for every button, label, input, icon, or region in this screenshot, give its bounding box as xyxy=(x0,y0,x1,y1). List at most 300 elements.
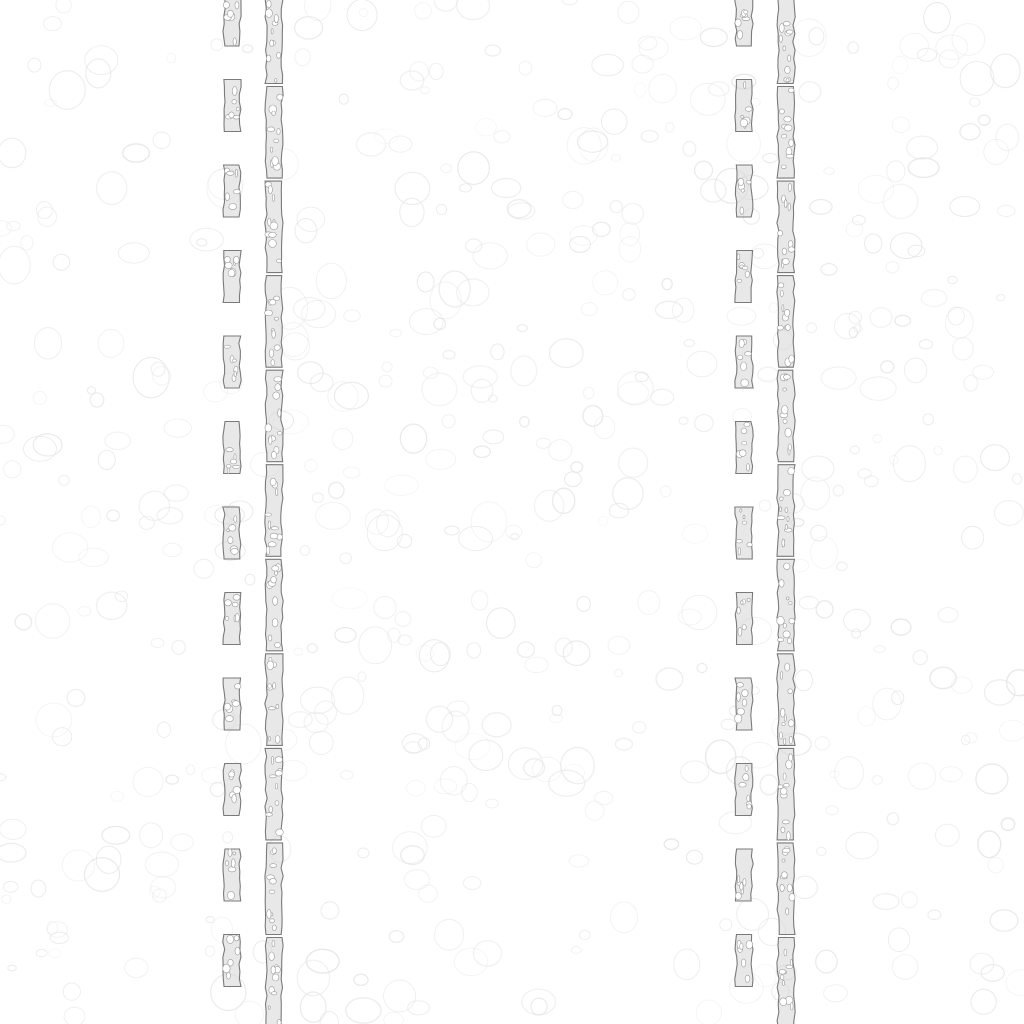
speckle-mark xyxy=(577,131,607,152)
speckle-mark xyxy=(7,221,20,230)
speckle-mark xyxy=(900,33,929,59)
speckle-mark xyxy=(649,74,677,103)
speckle-mark xyxy=(599,516,608,526)
speckle-mark xyxy=(0,138,26,168)
speckle-mark xyxy=(563,191,583,208)
speckle-mark xyxy=(799,596,818,609)
speckle-mark xyxy=(332,677,364,714)
speckle-mark xyxy=(656,668,683,690)
speckle-mark xyxy=(419,885,438,902)
speckle-mark xyxy=(140,823,163,848)
speckle-mark xyxy=(310,731,334,754)
speckle-mark xyxy=(389,136,412,152)
speckle-mark xyxy=(651,389,674,405)
speckle-mark xyxy=(295,17,323,39)
speckle-mark xyxy=(846,832,878,859)
dash-segment xyxy=(223,165,241,217)
speckle-mark xyxy=(343,467,360,478)
speckle-mark xyxy=(979,115,990,125)
speckle-mark xyxy=(970,98,980,106)
speckle-mark xyxy=(28,58,41,72)
speckle-mark xyxy=(197,239,207,246)
speckle-mark xyxy=(139,491,169,520)
speckle-mark xyxy=(700,28,727,46)
speckle-mark xyxy=(340,771,353,780)
dash-segment xyxy=(223,678,241,730)
speckle-mark xyxy=(335,628,356,643)
speckle-mark xyxy=(385,475,418,495)
speckle-mark xyxy=(536,438,550,448)
speckle-mark xyxy=(810,537,837,569)
right-solid-line xyxy=(772,0,802,1024)
solid-line-segment xyxy=(777,559,795,651)
speckle-mark xyxy=(887,813,898,825)
speckle-mark xyxy=(374,129,398,144)
speckle-mark xyxy=(8,965,17,971)
speckle-mark xyxy=(90,393,104,407)
speckle-mark xyxy=(888,77,899,89)
speckle-mark xyxy=(623,289,635,301)
speckle-mark xyxy=(384,1012,404,1024)
speckle-mark xyxy=(873,894,899,910)
speckle-mark xyxy=(562,0,577,5)
speckle-mark xyxy=(307,644,317,653)
speckle-mark xyxy=(619,448,648,477)
speckle-mark xyxy=(526,553,542,568)
solid-line-segment xyxy=(777,748,795,840)
speckle-mark xyxy=(0,425,14,443)
speckle-mark xyxy=(579,930,590,939)
speckle-mark xyxy=(393,832,428,864)
speckle-mark xyxy=(105,432,131,449)
speckle-mark xyxy=(561,747,595,783)
speckle-mark xyxy=(565,472,582,487)
speckle-mark xyxy=(445,526,459,535)
solid-line-segment xyxy=(777,843,795,935)
speckle-mark xyxy=(415,3,432,19)
speckle-mark xyxy=(870,308,892,328)
speckle-mark xyxy=(98,450,115,469)
speckle-mark xyxy=(448,701,469,716)
dash-segment xyxy=(223,336,241,388)
speckle-mark xyxy=(978,831,1001,858)
speckle-mark xyxy=(656,301,683,318)
speckle-mark xyxy=(664,839,678,850)
dash-segment xyxy=(223,422,241,474)
speckle-mark xyxy=(601,109,627,134)
speckle-mark xyxy=(872,776,882,785)
speckle-mark xyxy=(332,588,367,609)
speckle-mark xyxy=(695,415,713,432)
speckle-mark xyxy=(592,54,624,75)
speckle-mark xyxy=(344,310,360,322)
speckle-mark xyxy=(564,764,584,781)
dash-segment xyxy=(223,251,241,303)
speckle-mark xyxy=(581,303,597,316)
speckle-mark xyxy=(395,612,411,627)
speckle-mark xyxy=(641,131,658,142)
speckle-mark xyxy=(948,276,957,283)
speckle-mark xyxy=(339,94,348,104)
speckle-mark xyxy=(3,881,18,892)
speckle-mark xyxy=(709,82,729,96)
speckle-mark xyxy=(976,764,1008,794)
speckle-mark xyxy=(909,763,936,790)
speckle-mark xyxy=(118,243,149,263)
dash-segment xyxy=(735,251,753,303)
dash-segment xyxy=(735,764,753,816)
speckle-mark xyxy=(85,46,118,75)
speckle-mark xyxy=(520,417,529,427)
speckle-mark xyxy=(357,133,386,156)
speckle-mark xyxy=(595,791,613,804)
speckle-mark xyxy=(460,184,472,192)
speckle-mark xyxy=(354,974,368,985)
speckle-mark xyxy=(172,640,185,654)
speckle-mark xyxy=(390,330,402,337)
speckle-mark xyxy=(917,48,936,61)
speckle-mark xyxy=(347,0,377,31)
speckle-mark xyxy=(404,870,429,890)
speckle-mark xyxy=(687,351,717,377)
speckle-mark xyxy=(382,362,392,371)
speckle-mark xyxy=(860,377,896,400)
speckle-mark xyxy=(638,591,660,615)
speckle-mark xyxy=(59,475,69,485)
speckle-mark xyxy=(533,99,557,116)
speckle-mark xyxy=(98,329,124,357)
speckle-mark xyxy=(549,440,572,461)
speckle-mark xyxy=(532,757,561,782)
speckle-mark xyxy=(400,424,426,453)
dash-segment xyxy=(735,0,753,46)
speckle-mark xyxy=(53,254,69,270)
speckle-mark xyxy=(24,436,57,461)
speckle-mark xyxy=(891,619,911,635)
speckle-mark xyxy=(374,597,396,619)
speckle-mark xyxy=(595,416,615,439)
speckle-mark xyxy=(421,815,446,837)
speckle-mark xyxy=(321,902,339,919)
solid-line-segment xyxy=(265,843,283,935)
solid-line-segment xyxy=(265,654,283,746)
solid-line-segment xyxy=(265,181,283,273)
speckle-mark xyxy=(36,949,47,956)
speckle-mark xyxy=(952,24,985,56)
speckle-mark xyxy=(593,271,618,295)
speckle-mark xyxy=(997,295,1005,301)
speckle-mark xyxy=(494,131,510,143)
speckle-mark xyxy=(457,0,490,20)
speckle-mark xyxy=(858,707,875,726)
speckle-mark xyxy=(670,17,701,40)
speckle-mark xyxy=(928,910,941,920)
speckle-mark xyxy=(610,201,622,213)
speckle-mark xyxy=(988,858,1003,873)
speckle-mark xyxy=(507,200,530,218)
speckle-mark xyxy=(406,781,425,797)
speckle-mark xyxy=(991,54,1021,88)
speckle-mark xyxy=(409,309,443,335)
speckle-mark xyxy=(892,691,904,705)
dash-segment xyxy=(735,678,753,730)
speckle-mark xyxy=(611,155,621,162)
speckle-mark xyxy=(662,279,672,290)
speckle-mark xyxy=(297,960,329,996)
left-solid-line-svg xyxy=(260,0,290,1024)
dash-segment xyxy=(735,507,753,559)
speckle-mark xyxy=(981,445,1010,471)
speckle-mark xyxy=(458,152,490,185)
speckle-mark xyxy=(340,553,352,564)
speckle-mark xyxy=(429,63,443,79)
speckle-mark xyxy=(473,243,507,269)
speckle-mark xyxy=(358,672,366,681)
speckle-mark xyxy=(999,720,1024,741)
speckle-mark xyxy=(0,843,26,862)
solid-line-segment xyxy=(777,0,795,84)
solid-line-segment xyxy=(777,87,795,179)
speckle-mark xyxy=(463,366,497,388)
speckle-mark xyxy=(613,478,643,510)
speckle-mark xyxy=(674,949,700,980)
solid-line-segment xyxy=(777,181,795,273)
speckle-mark xyxy=(398,635,411,645)
speckle-mark xyxy=(940,767,962,782)
speckle-mark xyxy=(358,848,369,858)
speckle-mark xyxy=(960,124,980,140)
speckle-mark xyxy=(904,358,926,383)
speckle-mark xyxy=(157,722,170,737)
speckle-mark xyxy=(570,226,597,246)
left-solid-line xyxy=(260,0,290,1024)
speckle-mark xyxy=(307,949,340,973)
speckle-mark xyxy=(102,827,130,845)
speckle-mark xyxy=(45,99,57,106)
dash-segment xyxy=(735,80,753,132)
speckle-mark xyxy=(824,168,835,175)
speckle-mark xyxy=(824,985,848,1002)
speckle-mark xyxy=(485,45,500,56)
speckle-mark xyxy=(464,877,481,890)
speckle-mark xyxy=(681,761,709,783)
speckle-mark xyxy=(0,221,11,237)
speckle-mark xyxy=(569,855,589,867)
speckle-mark xyxy=(111,791,124,801)
speckle-mark xyxy=(483,430,504,444)
speckle-mark xyxy=(883,184,917,218)
speckle-mark xyxy=(1006,970,1024,996)
speckle-mark xyxy=(420,87,429,94)
dash-segment xyxy=(735,593,753,645)
speckle-mark xyxy=(49,949,61,958)
speckle-mark xyxy=(522,989,556,1015)
speckle-mark xyxy=(359,627,392,664)
speckle-mark xyxy=(434,318,446,329)
speckle-mark xyxy=(426,706,452,732)
speckle-mark xyxy=(67,689,85,706)
speckle-mark xyxy=(697,663,707,672)
speckle-mark xyxy=(62,850,94,881)
speckle-mark xyxy=(157,508,183,524)
speckle-mark xyxy=(151,362,164,376)
speckle-mark xyxy=(683,524,708,543)
speckle-mark xyxy=(434,0,457,11)
speckle-mark xyxy=(359,9,368,17)
speckle-mark xyxy=(666,123,674,133)
speckle-mark xyxy=(86,59,111,88)
speckle-mark xyxy=(334,382,368,409)
speckle-mark xyxy=(633,722,646,734)
speckle-mark xyxy=(611,902,638,933)
speckle-mark xyxy=(960,61,994,95)
speckle-mark xyxy=(563,641,590,666)
speckle-mark xyxy=(145,852,179,877)
speckle-mark xyxy=(33,391,46,404)
speckle-mark xyxy=(467,643,481,658)
dash-segment xyxy=(223,0,241,46)
speckle-mark xyxy=(525,657,548,673)
solid-line-segment xyxy=(265,938,283,1024)
speckle-mark xyxy=(953,338,974,360)
speckle-mark xyxy=(924,2,951,33)
speckle-mark xyxy=(945,308,973,339)
dash-segment xyxy=(223,764,241,816)
dash-segment xyxy=(223,849,241,901)
solid-line-segment xyxy=(265,748,283,840)
speckle-mark xyxy=(63,983,80,1000)
speckle-mark xyxy=(997,205,1015,216)
speckle-mark xyxy=(153,132,170,149)
speckle-mark xyxy=(294,648,303,655)
speckle-mark xyxy=(15,614,31,630)
speckle-mark xyxy=(990,910,1018,931)
speckle-mark xyxy=(300,992,326,1022)
speckle-mark xyxy=(295,49,310,66)
speckle-mark xyxy=(487,608,516,638)
speckle-mark xyxy=(401,846,425,865)
speckle-mark xyxy=(423,367,437,378)
speckle-mark xyxy=(950,197,980,217)
speckle-mark xyxy=(171,834,193,851)
speckle-mark xyxy=(44,17,62,31)
speckle-mark xyxy=(893,446,925,482)
speckle-mark xyxy=(892,955,918,980)
speckle-mark xyxy=(864,476,878,487)
right-dashed-line-svg xyxy=(732,0,762,1024)
speckle-mark xyxy=(64,1007,85,1024)
speckle-mark xyxy=(167,53,176,63)
dash-segment xyxy=(223,507,241,559)
speckle-mark xyxy=(524,759,545,777)
dash-segment xyxy=(735,849,753,901)
speckle-mark xyxy=(454,948,487,976)
speckle-mark xyxy=(52,533,87,562)
speckle-mark xyxy=(865,234,882,253)
speckle-mark xyxy=(908,158,939,177)
speckle-mark xyxy=(439,271,470,307)
speckle-mark xyxy=(690,83,725,115)
speckle-mark xyxy=(50,932,68,943)
speckle-mark xyxy=(205,946,214,957)
speckle-mark xyxy=(837,562,847,571)
speckle-mark xyxy=(194,559,213,578)
speckle-mark xyxy=(491,344,504,360)
speckle-mark xyxy=(895,315,911,326)
speckle-mark xyxy=(151,877,176,898)
speckle-mark xyxy=(36,201,52,218)
speckle-mark xyxy=(0,819,26,839)
speckle-mark xyxy=(892,117,909,133)
speckle-mark xyxy=(133,357,169,397)
solid-line-segment xyxy=(777,276,795,368)
speckle-mark xyxy=(571,947,581,954)
speckle-mark xyxy=(701,179,726,202)
speckle-mark xyxy=(984,139,1009,164)
speckle-mark xyxy=(476,119,497,136)
solid-line-segment xyxy=(265,370,283,462)
speckle-mark xyxy=(684,340,695,347)
speckle-mark xyxy=(486,799,499,808)
speckle-mark xyxy=(398,534,412,548)
speckle-mark xyxy=(186,765,194,775)
speckle-mark xyxy=(206,917,214,923)
speckle-mark xyxy=(517,642,534,657)
speckle-mark xyxy=(826,806,838,815)
speckle-mark xyxy=(442,415,455,428)
speckle-mark xyxy=(531,998,547,1015)
speckle-mark xyxy=(288,712,312,728)
speckle-mark xyxy=(1013,474,1022,484)
speckle-mark xyxy=(511,356,537,386)
speckle-mark xyxy=(660,486,671,497)
speckle-mark xyxy=(305,459,317,472)
speckle-mark xyxy=(377,510,400,536)
speckle-mark xyxy=(614,669,622,676)
speckle-mark xyxy=(936,824,960,846)
speckle-mark xyxy=(312,493,323,502)
dash-segment xyxy=(736,422,754,474)
speckle-mark xyxy=(593,222,611,236)
speckle-mark xyxy=(384,980,416,1012)
solid-line-segment xyxy=(777,938,795,1024)
speckle-mark xyxy=(583,406,603,427)
speckle-mark xyxy=(583,387,594,398)
speckle-mark xyxy=(527,233,555,256)
speckle-mark xyxy=(511,534,519,540)
speckle-mark xyxy=(517,325,527,332)
speckle-mark xyxy=(585,801,604,820)
speckle-mark xyxy=(316,263,346,299)
left-dashed-line xyxy=(220,0,250,1024)
speckle-mark xyxy=(810,200,832,215)
solid-line-segment xyxy=(777,370,795,462)
speckle-mark xyxy=(608,637,630,655)
speckle-mark xyxy=(395,172,430,204)
speckle-mark xyxy=(817,847,826,855)
speckle-mark xyxy=(807,323,817,333)
speckle-mark xyxy=(821,367,856,389)
speckle-mark xyxy=(417,272,434,292)
speckle-mark xyxy=(457,279,489,306)
speckle-mark xyxy=(635,372,648,381)
speckle-mark xyxy=(886,262,899,273)
speckle-mark xyxy=(418,738,429,750)
speckle-mark xyxy=(471,379,493,402)
speckle-mark xyxy=(853,215,866,225)
speckle-mark xyxy=(801,477,830,509)
speckle-mark xyxy=(809,28,824,45)
